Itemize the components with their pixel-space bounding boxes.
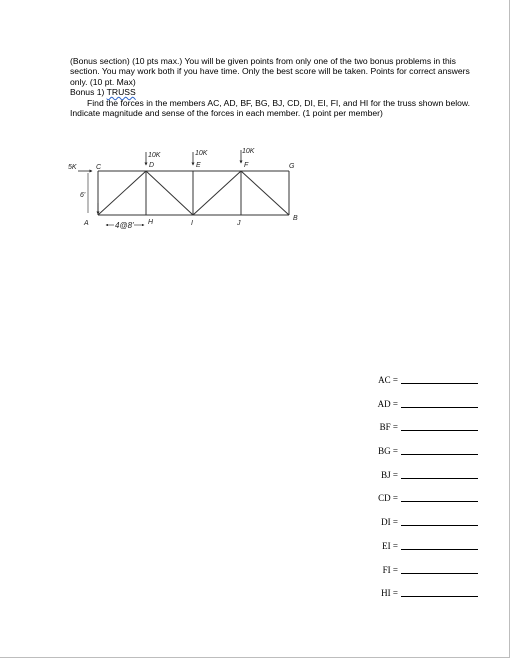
answer-blank-ad[interactable]: [401, 399, 478, 408]
answer-blank-ei[interactable]: [401, 541, 478, 550]
node-a-label: A: [84, 220, 89, 227]
node-e-label: E: [196, 162, 201, 169]
answer-row-hi: [348, 588, 478, 612]
answer-label-bf: BF =: [379, 422, 398, 433]
node-g-label: G: [289, 163, 295, 170]
problem-heading: [70, 87, 472, 97]
load-d-label: 10K: [148, 152, 161, 159]
answer-row-cd: [348, 493, 478, 517]
answer-blank-di[interactable]: [401, 517, 478, 526]
load-f-label: 10K: [242, 148, 255, 155]
truss-diagram: [62, 140, 312, 232]
node-f-label: F: [244, 162, 249, 169]
node-i-label: I: [191, 220, 193, 227]
node-c-label: C: [96, 164, 102, 171]
answer-row-ei: [348, 541, 478, 565]
answer-row-ad: [348, 399, 478, 423]
answer-row-ac: [348, 375, 478, 399]
answer-label-bg: BG =: [378, 446, 398, 457]
answer-blank-cd[interactable]: [401, 493, 478, 502]
problem-text: [70, 56, 472, 118]
answer-blank-bf[interactable]: [401, 422, 478, 431]
answer-blank-fi[interactable]: [401, 565, 478, 574]
instructions-paragraph: Find the forces in the members AC, AD, BF, BG, BJ, CD, DI, EI, FI, and HI for the truss shown below. Indicate magnitude and sense of the forces in each member. (1 point per member): [70, 97, 471, 119]
member-ad: [98, 171, 146, 215]
member-fi: [193, 171, 241, 215]
problem-title: TRUSS: [106, 87, 136, 98]
answer-blank-bg[interactable]: [401, 446, 478, 455]
answer-list: [348, 375, 478, 612]
answer-row-bj: [348, 470, 478, 494]
answer-row-bf: [348, 422, 478, 446]
answer-blank-bj[interactable]: [401, 470, 478, 479]
load-e-label: 10K: [195, 150, 208, 157]
intro-paragraph: (Bonus section) (10 pts max.) You will be given points from only one of the two bonus problems in this section. You may work both if you have time. Only the best score will be taken. Points for correct answers only. (10 pt. Max): [70, 56, 470, 87]
answer-label-ad: AD =: [377, 398, 398, 409]
height-dim-label: 6': [80, 192, 86, 199]
answer-label-di: DI =: [381, 517, 398, 528]
load-c-label: 5K: [68, 164, 77, 171]
member-di: [146, 171, 193, 215]
answer-label-ei: EI =: [382, 540, 398, 551]
answer-row-di: [348, 517, 478, 541]
answer-label-fi: FI =: [382, 564, 398, 575]
answer-label-bj: BJ =: [381, 469, 398, 480]
answer-blank-ac[interactable]: [401, 375, 478, 384]
problem-number: Bonus 1): [70, 87, 105, 98]
node-h-label: H: [148, 219, 154, 226]
answer-label-cd: CD =: [378, 493, 398, 504]
node-b-label: B: [293, 215, 298, 222]
member-fb: [241, 171, 289, 215]
answer-blank-hi[interactable]: [401, 588, 478, 597]
span-dim-label: 4@8': [115, 221, 134, 230]
answer-label-ac: AC =: [378, 375, 398, 385]
answer-row-fi: [348, 565, 478, 589]
node-d-label: D: [149, 162, 155, 169]
answer-label-hi: HI =: [381, 588, 398, 599]
answer-row-bg: [348, 446, 478, 470]
node-j-label: J: [237, 220, 241, 227]
truss-figure: [62, 140, 312, 237]
